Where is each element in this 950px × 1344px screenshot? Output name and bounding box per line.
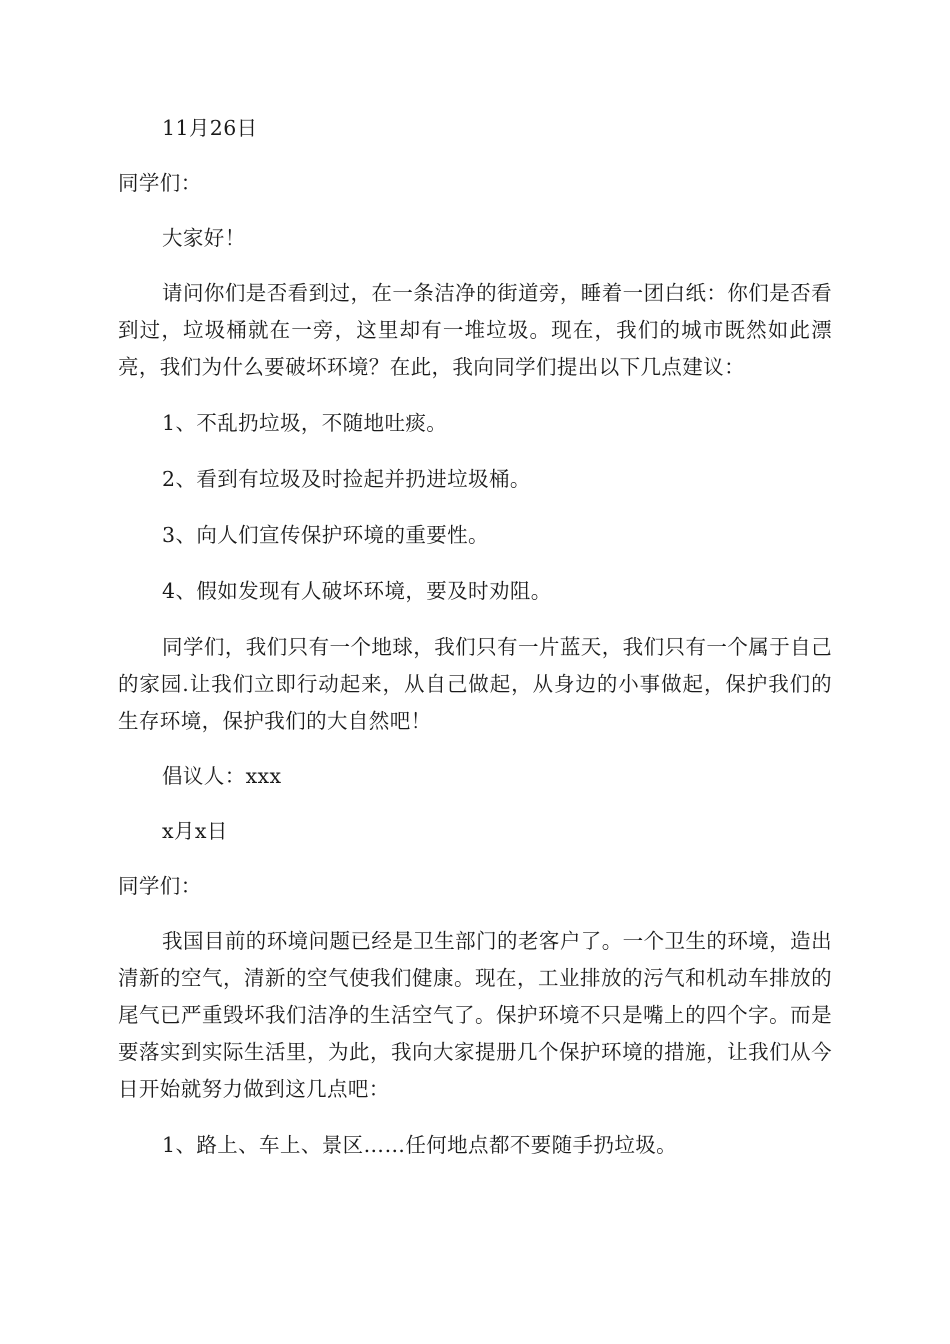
list-item: 1、路上、车上、景区……任何地点都不要随手扔垃圾。 [162, 1133, 678, 1157]
salutation: 同学们： [118, 874, 202, 898]
body-paragraph: 同学们，我们只有一个地球，我们只有一片蓝天，我们只有一个属于自己的家园.让我们立即行动起来，从自己做起，从身边的小事做起，保护我们的生存环境，保护我们的大自然吧！ [118, 635, 832, 733]
signature-line: 倡议人：xxx [162, 764, 282, 788]
body-paragraph: 请问你们是否看到过，在一条洁净的街道旁，睡着一团白纸：你们是否看到过，垃圾桶就在一旁，这里却有一堆垃圾。现在，我们的城市既然如此漂亮，我们为什么要破坏环境？在此，我向同学们提出以下几点建议： [118, 281, 832, 379]
list-item: 3、向人们宣传保护环境的重要性。 [162, 523, 489, 547]
date-line: 11月26日 [162, 116, 258, 140]
date-line: x月x日 [162, 819, 228, 843]
list-item: 4、假如发现有人破坏环境，要及时劝阻。 [162, 579, 552, 603]
list-item: 1、不乱扔垃圾，不随地吐痰。 [162, 411, 448, 435]
list-item: 2、看到有垃圾及时捡起并扔进垃圾桶。 [162, 467, 531, 491]
document-page [118, 110, 832, 1164]
salutation: 同学们： [118, 171, 202, 195]
greeting: 大家好！ [162, 226, 246, 250]
body-paragraph: 我国目前的环境问题已经是卫生部门的老客户了。一个卫生的环境，造出清新的空气，清新的空气使我们健康。现在，工业排放的污气和机动车排放的尾气已严重毁坏我们洁净的生活空气了。保护环境不只是嘴上的四个字。而是要落实到实际生活里，为此，我向大家提册几个保护环境的措施，让我们从今日开始就努力做到这几点吧： [118, 929, 832, 1101]
